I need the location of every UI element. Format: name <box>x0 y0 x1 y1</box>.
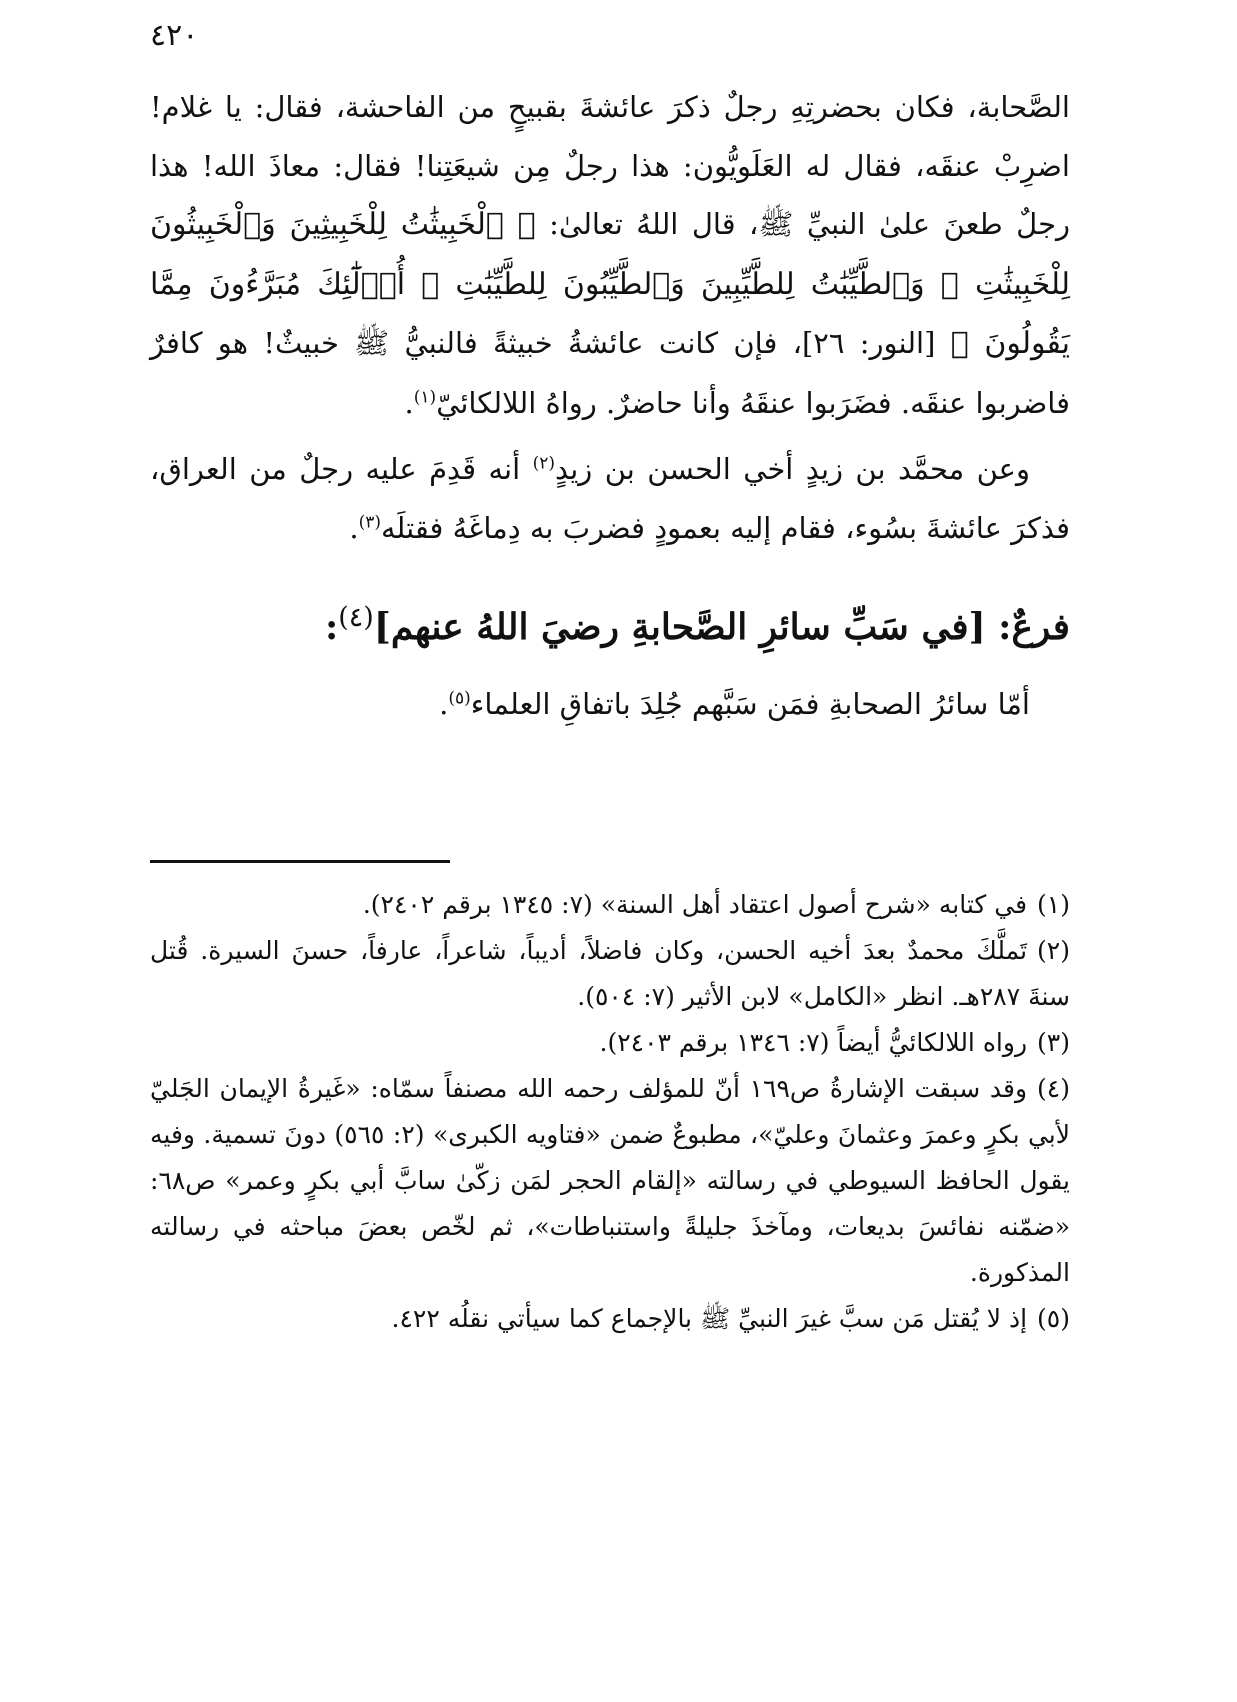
book-page <box>150 0 1070 1702</box>
footnote-2 <box>150 928 1070 1020</box>
footnote-number: (١) <box>1037 890 1070 919</box>
paragraph-1-text: الصَّحابة، فكان بحضرتِهِ رجلٌ ذكرَ عائشةَ بقبيحٍ من الفاحشة، فقال: يا غلام! اضرِبْ عنقَه، فقال له العَلَويُّون: هذا رجلٌ مِن شيعَتِنا! فقال: معاذَ الله! هذا رجلٌ طعنَ علىٰ النبيِّ ﷺ، قال اللهُ تعالىٰ: <box>150 90 1071 241</box>
paragraph-3-end: . <box>439 687 449 721</box>
footnote-number: (٤) <box>1037 1074 1070 1103</box>
footnote-text: إذ لا يُقتل مَن سبَّ غيرَ النبيِّ ﷺ بالإجماع كما سيأتي نقلُه ٤٢٢. <box>391 1304 1028 1333</box>
paragraph-1-continuation: [النور: ٢٦]، فإن كانت عائشةُ خبيثةً فالنبيُّ ﷺ خبيثٌ! هو كافرٌ فاضربوا عنقَه. فضَرَبوا عنقَهُ وأنا حاضرٌ. رواهُ اللالكائيّ <box>150 326 1070 420</box>
footnote-ref-3[interactable]: (٣) <box>358 511 381 532</box>
footnote-ref-4[interactable]: (٤) <box>338 602 374 633</box>
main-text <box>150 78 1070 734</box>
footnote-text: وقد سبقت الإشارةُ ص١٦٩ أنّ للمؤلف رحمه الله مصنفاً سمّاه: «غَيرةُ الإيمان الجَليّ لأبي بكرٍ وعمرَ وعثمانَ وعليّ»، مطبوعٌ ضمن «فتاويه الكبرى» (٢: ٥٦٥) دونَ تسمية. وفيه يقول الحافظ السيوطي في رسالته «إلقام الحجر لمَن زكّىٰ سابَّ أبي بكرٍ وعمر» ص٦٨: «ضمّنه نفائسَ بديعات، ومآخذَ جليلةً واستنباطات»، ثم لخّص بعضَ مباحثه في رسالته المذكورة. <box>150 1074 1071 1287</box>
footnote-text: رواه اللالكائيُّ أيضاً (٧: ١٣٤٦ برقم ٢٤٠٣). <box>599 1028 1028 1057</box>
page-number: ٤٢٠ <box>150 18 199 53</box>
footnote-1 <box>150 882 1070 928</box>
footnote-text: في كتابه «شرح أصول اعتقاد أهل السنة» (٧: ١٣٤٥ برقم ٢٤٠٢). <box>362 890 1028 919</box>
paragraph-1 <box>150 78 1070 432</box>
footnote-ref-1[interactable]: (١) <box>413 386 437 407</box>
paragraph-1-end: . <box>404 385 414 420</box>
paragraph-2 <box>150 440 1070 557</box>
footnote-number: (٥) <box>1037 1304 1070 1333</box>
section-heading-colon: : <box>324 606 339 648</box>
footnote-ref-2[interactable]: (٢) <box>532 453 556 474</box>
quran-verse: ﴿ ٱلْخَبِيثَٰتُ لِلْخَبِيثِينَ وَٱلْخَبِيثُونَ لِلْخَبِيثَٰتِ ۖ وَٱلطَّيِّبَٰتُ لِلطَّيِّبِينَ وَٱلطَّيِّبُونَ لِلطَّيِّبَٰتِ ۚ أُو۟لَٰٓئِكَ مُبَرَّءُونَ مِمَّا يَقُولُونَ ﴾ <box>150 207 1071 361</box>
footnote-4 <box>150 1066 1070 1296</box>
paragraph-2-end: . <box>349 510 359 545</box>
footnote-number: (٢) <box>1037 936 1070 965</box>
paragraph-2-text-b: أنه قَدِمَ عليه رجلٌ من العراق، فذكرَ عائشةَ بسُوء، فقام إليه بعمودٍ فضربَ به دِماغَهُ فقتلَه <box>150 452 1070 545</box>
footnote-3 <box>150 1020 1070 1066</box>
section-heading-text: فرعٌ: [في سَبِّ سائرِ الصَّحابةِ رضيَ اللهُ عنهم] <box>373 606 1070 648</box>
paragraph-3 <box>150 675 1070 734</box>
footnote-divider <box>150 860 450 863</box>
section-heading <box>150 597 1070 657</box>
footnote-text: تَملَّكَ محمدٌ بعدَ أخيه الحسن، وكان فاضلاً، أديباً، شاعراً، عارفاً، حسنَ السيرة. قُتل سنةَ ٢٨٧هـ. انظر «الكامل» لابن الأثير (٧: ٥٠٤). <box>150 936 1070 1011</box>
paragraph-2-text-a: وعن محمَّد بن زيدٍ أخي الحسن بن زيدٍ <box>555 452 1030 486</box>
paragraph-3-text: أمّا سائرُ الصحابةِ فمَن سَبَّهم جُلِدَ باتفاقِ العلماء <box>470 687 1030 721</box>
footnote-number: (٣) <box>1037 1028 1070 1057</box>
footnotes <box>150 882 1070 1342</box>
footnote-ref-5[interactable]: (٥) <box>448 688 471 709</box>
footnote-5 <box>150 1296 1070 1342</box>
